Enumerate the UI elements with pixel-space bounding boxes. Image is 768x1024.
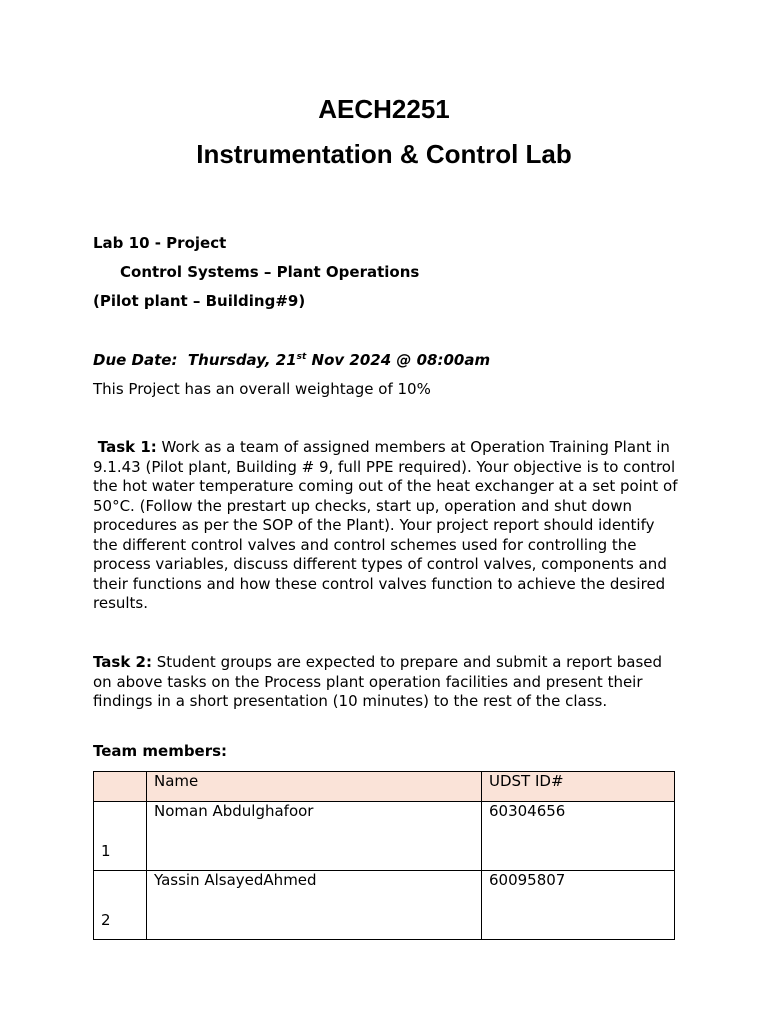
table-row (94, 871, 675, 940)
member-id: 60095807 (482, 871, 675, 940)
task-1-text: Work as a team of assigned members at Operation Training Plant in 9.1.43 (Pilot plant, Building # 9, full PPE required). Your objective is to control the hot water temperature coming out of the heat exchanger at a set point of 50°C. (Follow the prestart up checks, start up, operation and shut down procedures as per the SOP of the Plant). Your project report should identify the different control valves and control schemes used for controlling the process variables, discuss different types of control valves, components and their functions and how these control valves function to achieve the desired results. (93, 438, 678, 612)
course-title: Instrumentation & Control Lab (196, 139, 572, 169)
task-1-label: Task 1: (97, 438, 157, 456)
lab-location: (Pilot plant – Building#9) (93, 292, 306, 310)
header-cell-name: Name (147, 772, 482, 802)
task-2-label: Task 2: (93, 653, 152, 671)
due-date-rest: Nov 2024 @ 08:00am (311, 351, 491, 369)
due-date-day: Thursday, 21 (187, 351, 297, 369)
task-2-text: Student groups are expected to prepare and submit a report based on above tasks on the Process plant operation facilities and present their findings in a short presentation (10 minutes) to the rest of the class. (93, 653, 663, 710)
task-1-paragraph (93, 438, 678, 614)
header-cell-id: UDST ID# (482, 772, 675, 802)
weightage-text: This Project has an overall weightage of 10% (93, 380, 431, 398)
lab-subtitle: Control Systems – Plant Operations (120, 263, 420, 281)
due-date-label: Due Date: (93, 351, 178, 369)
member-name: Noman Abdulghafoor (147, 802, 482, 871)
row-number: 1 (94, 802, 147, 871)
lab-number: Lab 10 - Project (93, 234, 227, 252)
header-cell-number (94, 772, 147, 802)
due-date (93, 350, 490, 370)
row-number: 2 (94, 871, 147, 940)
team-members-table (93, 771, 675, 940)
member-name: Yassin AlsayedAhmed (147, 871, 482, 940)
team-members-heading: Team members: (93, 742, 228, 760)
table-header-row (94, 772, 675, 802)
member-id: 60304656 (482, 802, 675, 871)
task-2-paragraph (93, 653, 678, 712)
table-row (94, 802, 675, 871)
course-code: AECH2251 (318, 94, 450, 124)
due-date-suffix: st (296, 352, 307, 362)
